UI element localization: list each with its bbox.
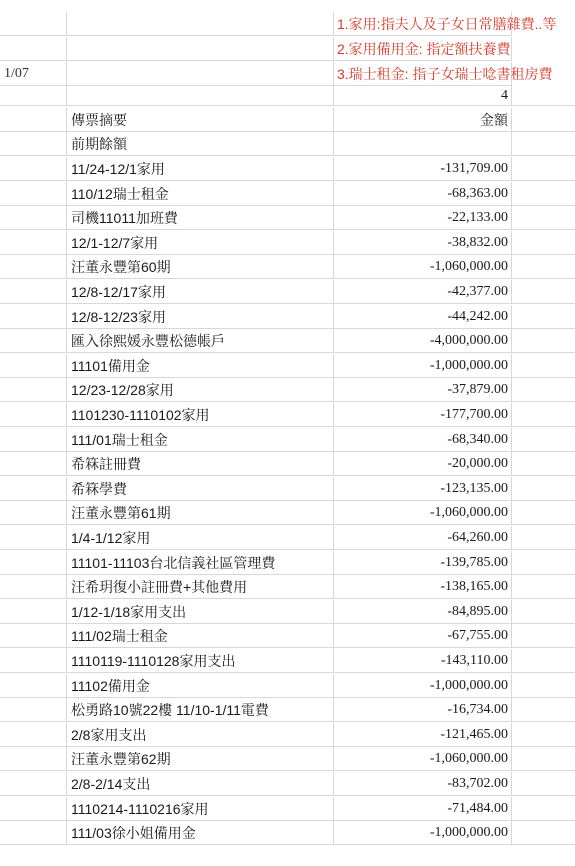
sheet-row	[0, 62, 575, 86]
description-cell[interactable]: 11101備用金	[67, 354, 334, 378]
cell[interactable]	[512, 231, 575, 255]
amount-cell[interactable]: -22,133.00	[334, 206, 512, 230]
cell[interactable]	[0, 624, 67, 648]
amount-cell[interactable]: -1,060,000.00	[334, 501, 512, 525]
cell[interactable]	[512, 477, 575, 501]
description-cell[interactable]: 汪董永豐第60期	[67, 255, 334, 279]
table-row	[0, 182, 575, 206]
cell[interactable]	[512, 280, 575, 304]
table-row	[0, 329, 575, 353]
cell[interactable]	[0, 452, 67, 476]
description-cell[interactable]: 1110214-1110216家用	[67, 797, 334, 821]
cell[interactable]	[0, 575, 67, 599]
table-row	[0, 477, 575, 501]
amount-cell[interactable]: -177,700.00	[334, 403, 512, 427]
cell[interactable]	[512, 501, 575, 525]
cell[interactable]	[0, 600, 67, 624]
cell[interactable]	[0, 526, 67, 550]
description-cell[interactable]: 希箖註冊費	[67, 452, 334, 476]
table-row	[0, 280, 575, 304]
table-row	[0, 551, 575, 575]
cell[interactable]	[67, 62, 334, 86]
cell[interactable]	[512, 206, 575, 230]
cell[interactable]	[334, 132, 512, 156]
cell[interactable]	[512, 86, 575, 106]
description-cell[interactable]: 2/8家用支出	[67, 723, 334, 747]
cell[interactable]	[0, 821, 67, 845]
cell[interactable]	[512, 428, 575, 452]
cell[interactable]	[512, 403, 575, 427]
table-row	[0, 305, 575, 329]
amount-cell[interactable]: -143,110.00	[334, 649, 512, 673]
cell[interactable]	[0, 37, 67, 61]
cell[interactable]	[0, 649, 67, 673]
description-cell[interactable]: 汪希玥復小註冊費+其他費用	[67, 575, 334, 599]
description-cell[interactable]: 希箖學費	[67, 477, 334, 501]
cell[interactable]	[0, 723, 67, 747]
amount-header[interactable]: 金額	[334, 108, 512, 132]
cell[interactable]	[512, 575, 575, 599]
cell[interactable]	[0, 477, 67, 501]
description-cell[interactable]: 1110119-1110128家用支出	[67, 649, 334, 673]
amount-cell[interactable]: -37,879.00	[334, 378, 512, 402]
description-cell[interactable]: 司機11011加班費	[67, 206, 334, 230]
description-cell[interactable]: 11/24-12/1家用	[67, 157, 334, 181]
description-cell[interactable]: 111/03徐小姐備用金	[67, 821, 334, 845]
previous-balance-row	[0, 132, 575, 156]
cell[interactable]	[512, 132, 575, 156]
cell[interactable]	[0, 378, 67, 402]
table-row	[0, 354, 575, 378]
table-row	[0, 403, 575, 427]
description-cell[interactable]: 1/4-1/12家用	[67, 526, 334, 550]
amount-cell[interactable]: -131,709.00	[334, 157, 512, 181]
cell[interactable]	[0, 86, 67, 106]
cell[interactable]	[0, 797, 67, 821]
amount-cell[interactable]: -123,135.00	[334, 477, 512, 501]
amount-cell[interactable]: -1,060,000.00	[334, 747, 512, 771]
description-cell[interactable]: 1101230-1110102家用	[67, 403, 334, 427]
cell[interactable]	[512, 329, 575, 353]
cell[interactable]	[0, 157, 67, 181]
cell[interactable]	[0, 12, 67, 36]
amount-cell[interactable]: -83,702.00	[334, 772, 512, 796]
table-row	[0, 255, 575, 279]
description-cell[interactable]: 12/1-12/7家用	[67, 231, 334, 255]
previous-balance-label[interactable]: 前期餘額	[67, 132, 334, 156]
description-cell[interactable]: 匯入徐熙媛永豐松德帳戶	[67, 329, 334, 353]
cell[interactable]	[512, 108, 575, 132]
cell[interactable]	[512, 378, 575, 402]
amount-cell[interactable]: -84,895.00	[334, 600, 512, 624]
description-cell[interactable]: 12/8-12/17家用	[67, 280, 334, 304]
cell[interactable]	[67, 37, 334, 61]
table-row	[0, 378, 575, 402]
description-cell[interactable]: 汪董永豐第61期	[67, 501, 334, 525]
table-row	[0, 821, 575, 845]
cell[interactable]	[512, 723, 575, 747]
amount-cell[interactable]: -1,000,000.00	[334, 354, 512, 378]
cell[interactable]	[0, 551, 67, 575]
description-cell[interactable]: 12/8-12/23家用	[67, 305, 334, 329]
sheet-row	[0, 12, 575, 36]
cell[interactable]	[512, 600, 575, 624]
cell[interactable]	[512, 305, 575, 329]
amount-cell[interactable]: -68,363.00	[334, 182, 512, 206]
table-row	[0, 649, 575, 673]
amount-cell[interactable]: -4,000,000.00	[334, 329, 512, 353]
amount-cell[interactable]: -38,832.00	[334, 231, 512, 255]
cell[interactable]	[0, 280, 67, 304]
cell[interactable]	[512, 649, 575, 673]
header-row	[0, 108, 575, 132]
description-cell[interactable]: 111/01瑞士租金	[67, 428, 334, 452]
date-cell[interactable]: 1/07	[0, 62, 67, 86]
note-cell[interactable]: 3.瑞士租金: 指子女瑞士唸書租房費	[334, 62, 512, 86]
cell[interactable]	[512, 821, 575, 845]
note-cell[interactable]: 1.家用:指夫人及子女日常膳雜費..等	[334, 12, 512, 36]
note-cell[interactable]: 2.家用備用金: 指定額扶養費	[334, 37, 512, 61]
cell[interactable]	[512, 698, 575, 722]
description-cell[interactable]: 11102備用金	[67, 674, 334, 698]
cell[interactable]	[0, 255, 67, 279]
cell[interactable]	[512, 674, 575, 698]
description-header[interactable]: 傳票摘要	[67, 108, 334, 132]
amount-cell[interactable]: -68,340.00	[334, 428, 512, 452]
cell[interactable]	[0, 182, 67, 206]
amount-cell[interactable]: -1,060,000.00	[334, 255, 512, 279]
amount-cell[interactable]: -64,260.00	[334, 526, 512, 550]
table-row	[0, 501, 575, 525]
sheet-row	[0, 37, 575, 61]
description-cell[interactable]: 汪董永豐第62期	[67, 747, 334, 771]
cell[interactable]	[0, 132, 67, 156]
table-row	[0, 231, 575, 255]
description-cell[interactable]: 松勇路10號22樓 11/10-1/11電費	[67, 698, 334, 722]
table-row	[0, 624, 575, 648]
amount-cell[interactable]: -16,734.00	[334, 698, 512, 722]
amount-cell[interactable]: -71,484.00	[334, 797, 512, 821]
table-row	[0, 797, 575, 821]
cell[interactable]	[67, 12, 334, 36]
amount-cell[interactable]: -20,000.00	[334, 452, 512, 476]
cell[interactable]	[512, 526, 575, 550]
sheet-row	[0, 86, 575, 106]
amount-cell[interactable]: -1,000,000.00	[334, 674, 512, 698]
cell[interactable]	[512, 772, 575, 796]
table-row	[0, 747, 575, 771]
amount-cell[interactable]: -139,785.00	[334, 551, 512, 575]
cell[interactable]	[0, 354, 67, 378]
description-cell[interactable]: 1/12-1/18家用支出	[67, 600, 334, 624]
cell[interactable]	[0, 747, 67, 771]
amount-cell[interactable]: -1,000,000.00	[334, 821, 512, 845]
description-cell[interactable]: 12/23-12/28家用	[67, 378, 334, 402]
table-row	[0, 452, 575, 476]
cell[interactable]	[512, 354, 575, 378]
amount-cell[interactable]: -67,755.00	[334, 624, 512, 648]
cell[interactable]	[0, 772, 67, 796]
cell[interactable]	[0, 403, 67, 427]
table-row	[0, 674, 575, 698]
description-cell[interactable]: 2/8-2/14支出	[67, 772, 334, 796]
description-cell[interactable]: 110/12瑞士租金	[67, 182, 334, 206]
cell[interactable]	[512, 452, 575, 476]
cell[interactable]	[0, 329, 67, 353]
table-row	[0, 723, 575, 747]
cell[interactable]	[67, 86, 334, 106]
cell[interactable]	[512, 551, 575, 575]
amount-cell[interactable]: -138,165.00	[334, 575, 512, 599]
description-cell[interactable]: 11101-11103台北信義社區管理費	[67, 551, 334, 575]
table-row	[0, 526, 575, 550]
cell[interactable]	[0, 231, 67, 255]
cell[interactable]	[512, 255, 575, 279]
amount-cell[interactable]: -42,377.00	[334, 280, 512, 304]
cell[interactable]	[0, 206, 67, 230]
amount-cell[interactable]: -44,242.00	[334, 305, 512, 329]
cell[interactable]	[0, 108, 67, 132]
cell[interactable]	[512, 157, 575, 181]
description-cell[interactable]: 111/02瑞士租金	[67, 624, 334, 648]
cell[interactable]	[0, 674, 67, 698]
cell[interactable]	[512, 624, 575, 648]
cell[interactable]	[512, 182, 575, 206]
cell[interactable]	[0, 305, 67, 329]
cell[interactable]	[0, 698, 67, 722]
cell[interactable]	[0, 501, 67, 525]
table-row	[0, 698, 575, 722]
table-row	[0, 206, 575, 230]
column-index-cell[interactable]: 4	[334, 86, 512, 106]
table-row	[0, 428, 575, 452]
table-row	[0, 600, 575, 624]
amount-cell[interactable]: -121,465.00	[334, 723, 512, 747]
cell[interactable]	[512, 747, 575, 771]
cell[interactable]	[0, 428, 67, 452]
table-row	[0, 157, 575, 181]
table-row	[0, 575, 575, 599]
table-row	[0, 772, 575, 796]
cell[interactable]	[512, 797, 575, 821]
